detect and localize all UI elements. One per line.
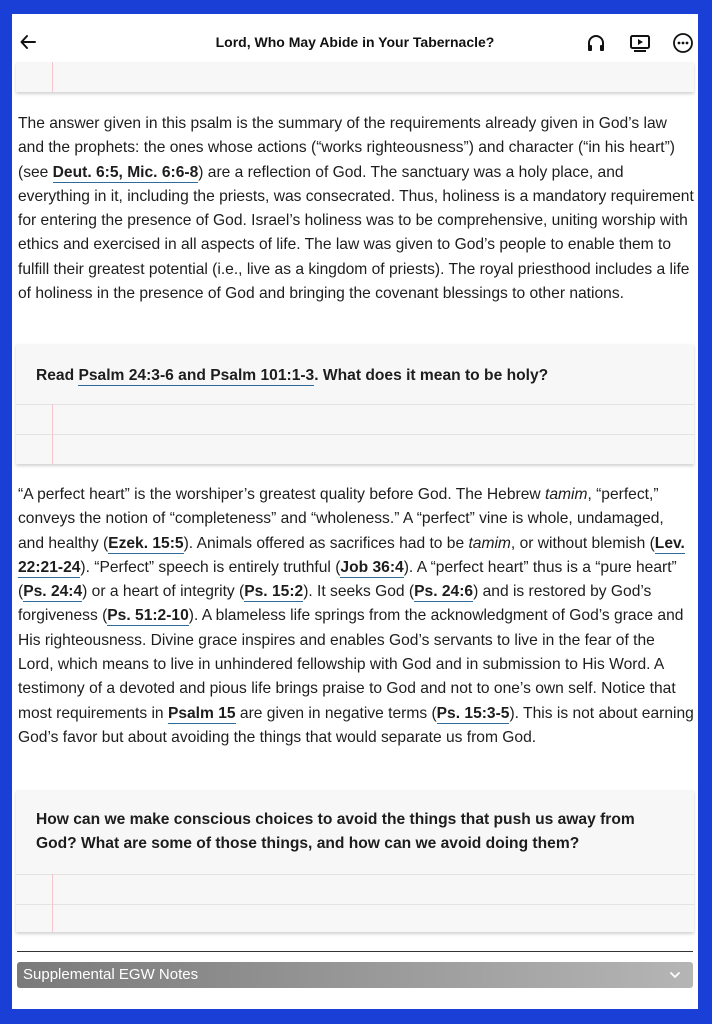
supplemental-label: Supplemental EGW Notes xyxy=(23,966,199,983)
text-run: ). A blameless life springs from the acknowledgment of God’s grace and His righteousness. Divine grace inspires and enables God’s servants to live in the fear of the Lord, which means to live in unhindered fellowship with God and in submission to His Word. A testimony of a devoted and pious life brings praise to God and not to one’s own self. Notice that most requirements in xyxy=(18,607,684,722)
scripture-reference-link[interactable]: Psalm 24:3-6 and Psalm 101:1-3 xyxy=(78,367,315,384)
text-run: ). This is not about earning God’s favor but about avoiding the things that would separate us from God. xyxy=(18,704,694,746)
divider xyxy=(17,951,693,952)
text-run: How can we make conscious choices to avoid the things that push us away from God? What are some of those things, and how can we avoid doing them? xyxy=(36,811,635,853)
text-run: ). Animals offered as sacrifices had to be xyxy=(183,534,469,552)
italic-term: tamim xyxy=(545,486,588,503)
question-box-2 xyxy=(16,790,694,932)
scripture-reference-link[interactable]: Ps. 15:2 xyxy=(244,583,304,601)
margin-line xyxy=(52,62,53,92)
text-run: “A perfect heart” is the worshiper’s greatest quality before God. The Hebrew xyxy=(18,486,545,503)
page-title: Lord, Who May Abide in Your Tabernacle? xyxy=(215,34,495,50)
audio-button[interactable] xyxy=(585,32,607,54)
scripture-reference-link[interactable]: Lev. 22:21-24 xyxy=(18,534,685,576)
text-run: ) and is restored by God’s forgiveness ( xyxy=(18,583,652,625)
text-run: . What does it mean to be holy? xyxy=(314,367,549,384)
notes-input-1[interactable] xyxy=(16,404,694,464)
notes-area-top[interactable] xyxy=(16,62,694,92)
text-run: Read xyxy=(36,367,79,384)
scripture-reference-link[interactable]: Ps. 24:6 xyxy=(414,583,474,601)
text-run: ) are a reflection of God. The sanctuary was a holy place, and everything in it, including the priests, was consecrated. Thus, holiness is a mandatory requirement for entering the presence of God. Israel’s holiness was to be comprehensive, uniting worship with ethics and exercised in all aspects of life. The law was given to God’s people to enable them to fulfill their greatest potential (i.e., live as a kingdom of priests). The royal priesthood includes a life of holiness in the presence of God and bringing the covenant blessings to other nations. xyxy=(18,163,694,303)
text-run: ) or a heart of integrity ( xyxy=(82,583,245,601)
text-run: , or without blemish ( xyxy=(510,534,655,552)
question-1-text xyxy=(36,364,678,388)
question-box-1 xyxy=(16,344,694,464)
text-run: ). A “perfect heart” thus is a “pure heart” ( xyxy=(18,558,677,601)
scripture-reference-link[interactable]: Ps. 24:4 xyxy=(23,583,83,601)
more-options-button[interactable] xyxy=(672,32,694,54)
text-run: The answer given in this psalm is the summary of the requirements already given in God’s law and the prophets: the ones whose actions (“works righteousness”) and character (“in his heart”) (see xyxy=(18,115,675,181)
notes-input-2[interactable] xyxy=(16,874,694,932)
chevron-down-icon xyxy=(669,969,681,981)
lesson-paragraph-2 xyxy=(18,483,694,750)
scripture-reference-link[interactable]: Job 36:4 xyxy=(340,558,404,576)
question-2-text xyxy=(36,808,678,857)
text-run: are given in negative terms ( xyxy=(235,704,437,722)
scripture-reference-link[interactable]: Ps. 51:2-10 xyxy=(107,607,189,625)
lesson-paragraph-1 xyxy=(18,112,694,306)
scripture-reference-link[interactable]: Ps. 15:3-5 xyxy=(436,704,510,722)
scripture-reference-link[interactable]: Psalm 15 xyxy=(167,704,236,722)
text-run: ). It seeks God ( xyxy=(303,583,415,601)
text-run: , “perfect,” conveys the notion of “completeness” and “wholeness.” A “perfect” vine is whole, undamaged, and healthy ( xyxy=(18,486,664,552)
scripture-reference-link[interactable]: Deut. 6:5, Mic. 6:6-8 xyxy=(52,163,199,181)
scripture-reference-link[interactable]: Ezek. 15:5 xyxy=(108,534,184,552)
app-window xyxy=(12,14,698,1009)
italic-term: tamim xyxy=(468,534,511,552)
more-horizontal-icon xyxy=(672,32,694,54)
text-run: ). “Perfect” speech is entirely truthful ( xyxy=(80,558,341,576)
headphones-icon xyxy=(586,33,606,53)
video-button[interactable] xyxy=(629,32,651,54)
video-play-icon xyxy=(629,33,651,53)
supplemental-egw-notes-dropdown[interactable] xyxy=(17,962,693,988)
